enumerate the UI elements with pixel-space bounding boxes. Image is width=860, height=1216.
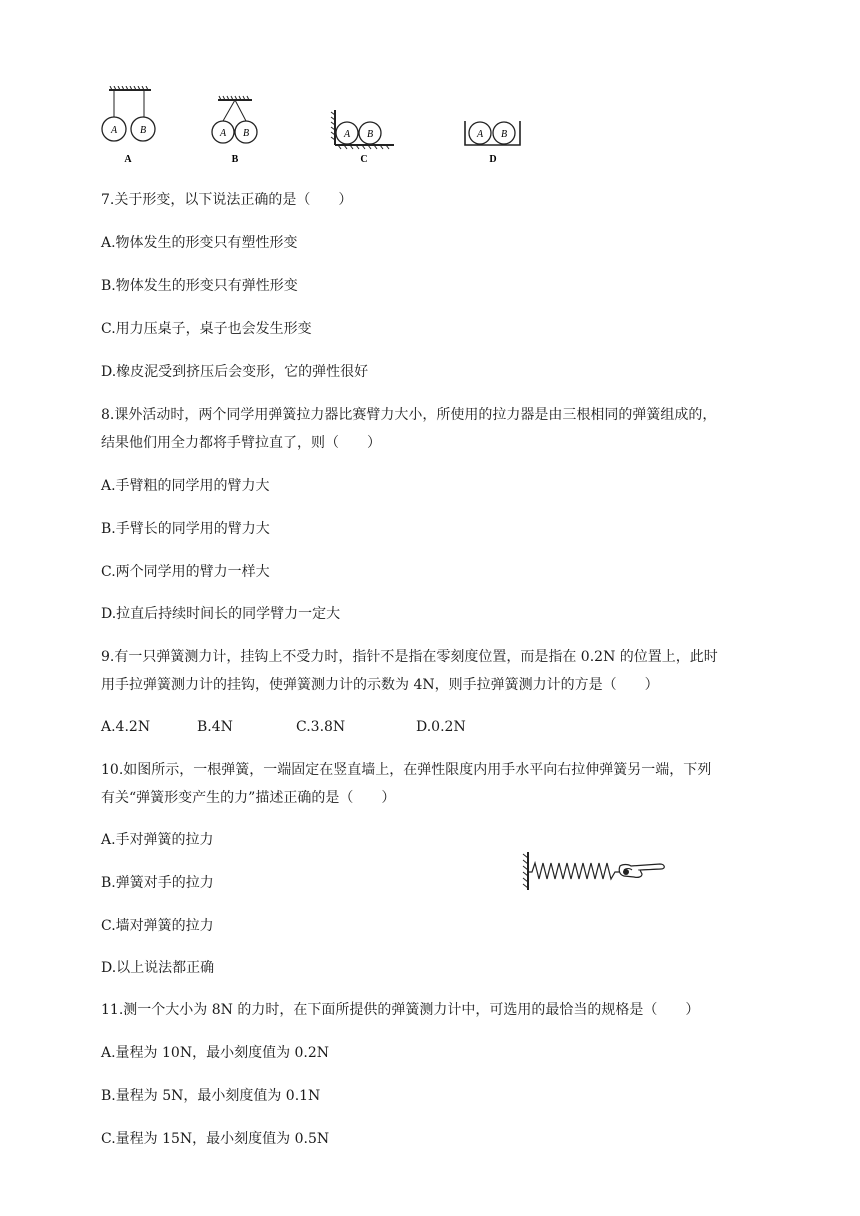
q9-stem-line1: 9.有一只弹簧测力计，挂钩上不受力时，指针不是指在零刻度位置，而是指在 0.2N 的位置上，此时	[101, 649, 718, 665]
q7-option-d: D.橡皮泥受到挤压后会变形，它的弹性很好	[101, 364, 369, 380]
q9-option-d: D.0.2N	[416, 719, 466, 735]
q9-option-a: A.4.2N	[101, 719, 151, 735]
spring-wall-hand-figure	[520, 848, 670, 898]
ball-b-label: B	[242, 128, 250, 139]
ball-a-label: A	[219, 128, 227, 139]
q9-stem-line2: 用手拉弹簧测力计的挂钩，使弹簧测力计的示数为 4N，则手拉弹簧测力计的方是（ ）	[101, 677, 659, 693]
ball-a-label: A	[110, 125, 118, 136]
ball-b-label: B	[500, 129, 508, 140]
figure-d	[458, 86, 528, 166]
ball-figures	[96, 86, 536, 166]
q8-stem-line2: 结果他们用全力都将手臂拉直了，则（ ）	[101, 435, 381, 451]
figure-c-label: C	[360, 154, 368, 165]
q10-option-d: D.以上说法都正确	[101, 960, 215, 976]
q11-option-c: C.量程为 15N，最小刻度值为 0.5N	[101, 1131, 330, 1147]
q11-stem: 11.测一个大小为 8N 的力时，在下面所提供的弹簧测力计中，可选用的最恰当的规格是（ ）	[101, 1002, 700, 1018]
ball-b-label: B	[139, 125, 147, 136]
q8-option-b: B.手臂长的同学用的臂力大	[101, 521, 270, 537]
q7-option-a: A.物体发生的形变只有塑性形变	[101, 235, 298, 251]
q10-stem-line1: 10.如图所示，一根弹簧，一端固定在竖直墙上，在弹性限度内用手水平向右拉伸弹簧另一端，下列	[101, 762, 712, 778]
figure-b-diagram	[206, 86, 276, 166]
q9-option-b: B.4N	[197, 719, 233, 735]
q8-option-a: A.手臂粗的同学用的臂力大	[101, 478, 270, 494]
figure-d-diagram	[458, 86, 528, 166]
figure-c-diagram	[326, 86, 406, 166]
ball-a-label: A	[476, 129, 484, 140]
q8-stem-line1: 8.课外活动时，两个同学用弹簧拉力器比赛臂力大小，所使用的拉力器是由三根相同的弹簧组成的，	[101, 407, 717, 423]
q10-option-c: C.墙对弹簧的拉力	[101, 918, 214, 934]
spring-diagram	[520, 848, 670, 894]
q7-stem: 7.关于形变，以下说法正确的是（ ）	[101, 192, 353, 208]
figure-b-label: B	[231, 154, 239, 165]
ball-b-label: B	[366, 129, 374, 140]
figure-a	[96, 86, 166, 166]
figure-a-diagram	[96, 86, 166, 166]
figure-a-label: A	[124, 154, 132, 165]
q10-stem-line2: 有关“弹簧形变产生的力”描述正确的是（ ）	[101, 790, 396, 806]
q10-option-a: A.手对弹簧的拉力	[101, 832, 214, 848]
q8-option-c: C.两个同学用的臂力一样大	[101, 564, 270, 580]
q10-option-b: B.弹簧对手的拉力	[101, 875, 214, 891]
q7-option-b: B.物体发生的形变只有弹性形变	[101, 278, 298, 294]
q9-option-c: C.3.8N	[296, 719, 346, 735]
q11-option-b: B.量程为 5N，最小刻度值为 0.1N	[101, 1088, 321, 1104]
figure-c	[326, 86, 406, 166]
q7-option-c: C.用力压桌子，桌子也会发生形变	[101, 321, 312, 337]
figure-d-label: D	[489, 154, 497, 165]
ball-a-label: A	[343, 129, 351, 140]
q11-option-a: A.量程为 10N，最小刻度值为 0.2N	[101, 1045, 330, 1061]
figure-b	[206, 86, 276, 166]
q8-option-d: D.拉直后持续时间长的同学臂力一定大	[101, 606, 341, 622]
